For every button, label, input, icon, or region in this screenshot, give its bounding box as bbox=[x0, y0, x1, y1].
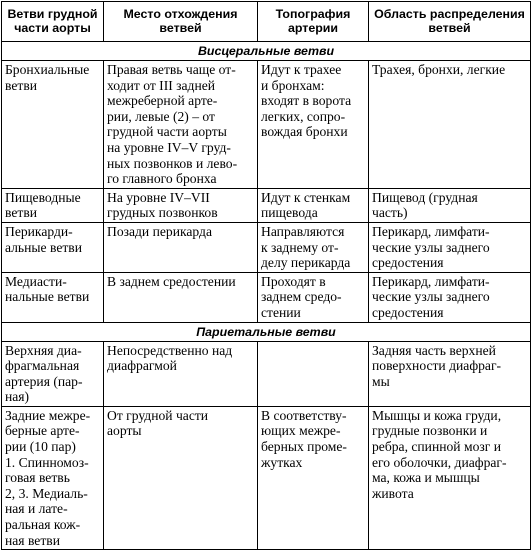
section-row-parietal bbox=[2, 322, 531, 341]
cell-origin: Непосредственно над диафрагмой bbox=[104, 341, 258, 406]
cell-area: Перикард, лимфати- ческие узлы заднего средостения bbox=[369, 222, 531, 272]
cell-area: Задняя часть верхней поверхности диафраг- мы bbox=[369, 341, 531, 406]
cell-area: Перикард, лимфати- ческие узлы заднего средостения bbox=[369, 272, 531, 322]
cell-branch: Перикарди- альные ветви bbox=[2, 222, 104, 272]
header-topography: Топография артерии bbox=[258, 2, 369, 42]
cell-topography: Проходят в заднем средо- стении bbox=[258, 272, 369, 322]
cell-branch: Бронхиальные ветви bbox=[2, 61, 104, 189]
aorta-branches-table bbox=[1, 1, 531, 550]
cell-topography: Идут к стенкам пищевода bbox=[258, 188, 369, 222]
cell-origin: На уровне IV–VII грудных позвонков bbox=[104, 188, 258, 222]
section-title-visceral: Висцеральные ветви bbox=[2, 42, 531, 61]
cell-topography: Направляются к заднему от- делу перикарда bbox=[258, 222, 369, 272]
table-row bbox=[2, 406, 531, 549]
cell-origin: Правая ветвь чаще от- ходит от III задней межреберной арте- рии, левые (2) – от грудной части аорты на уровне IV–V груд- ных позвонков и лево- го главного бронха bbox=[104, 61, 258, 189]
table-row bbox=[2, 188, 531, 222]
cell-branch: Пищеводные ветви bbox=[2, 188, 104, 222]
header-row bbox=[2, 2, 531, 42]
cell-area: Мышцы и кожа груди, грудные позвонки и ребра, спинной мозг и его оболочки, диафраг- ма, кожа и мышцы живота bbox=[369, 406, 531, 549]
cell-topography bbox=[258, 341, 369, 406]
cell-branch: Медиасти- нальные ветви bbox=[2, 272, 104, 322]
table-row bbox=[2, 272, 531, 322]
cell-origin: От грудной части аорты bbox=[104, 406, 258, 549]
cell-topography: В соответству- ющих межре- берных проме- жутках bbox=[258, 406, 369, 549]
header-origin: Место отхождения ветвей bbox=[104, 2, 258, 42]
section-row-visceral bbox=[2, 42, 531, 61]
table-row bbox=[2, 61, 531, 189]
cell-branch: Верхняя диа- фрагмальная артерия (пар- ная) bbox=[2, 341, 104, 406]
cell-branch: Задние межре- берные арте- рии (10 пар) 1. Спинномоз- говая ветвь 2, 3. Медиаль- ная и лате- ральная кож- ная ветви bbox=[2, 406, 104, 549]
cell-origin: В заднем средостении bbox=[104, 272, 258, 322]
section-title-parietal: Париетальные ветви bbox=[2, 322, 531, 341]
header-area: Область распределения ветвей bbox=[369, 2, 531, 42]
cell-area: Пищевод (грудная часть) bbox=[369, 188, 531, 222]
table-row bbox=[2, 222, 531, 272]
cell-origin: Позади перикарда bbox=[104, 222, 258, 272]
cell-area: Трахея, бронхи, легкие bbox=[369, 61, 531, 189]
header-branch: Ветви грудной части аорты bbox=[2, 2, 104, 42]
cell-topography: Идут к трахее и бронхам: входят в ворота легких, сопро- вождая бронхи bbox=[258, 61, 369, 189]
table-row bbox=[2, 341, 531, 406]
